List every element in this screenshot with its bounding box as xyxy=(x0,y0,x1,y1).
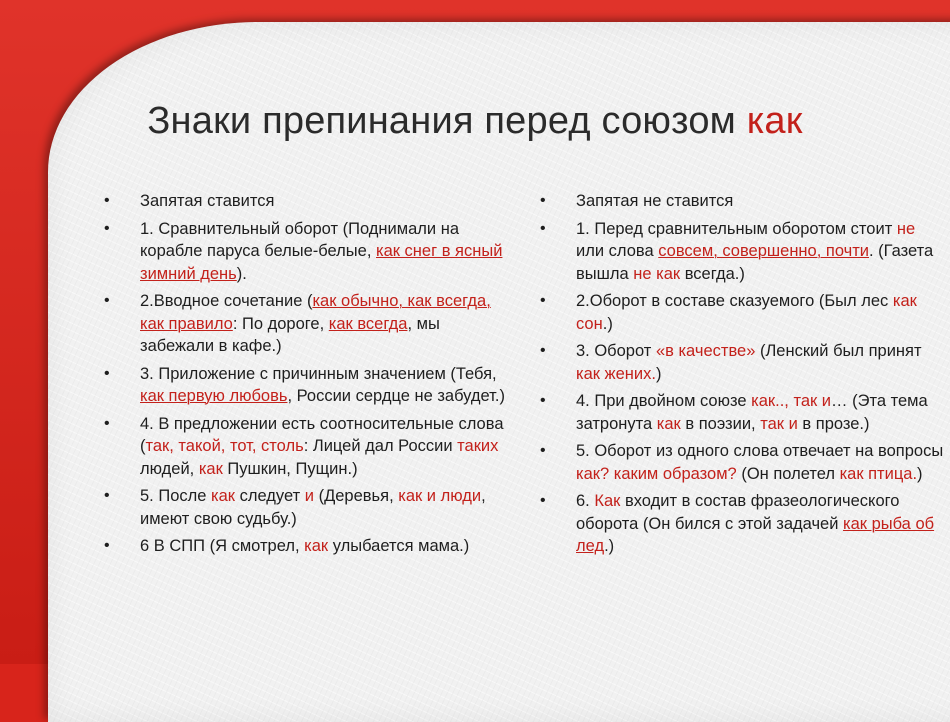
bullet-icon: • xyxy=(104,487,110,504)
bullet-icon: • xyxy=(540,392,546,409)
highlight: так, такой, тот, столь xyxy=(145,437,304,455)
bullet-icon: • xyxy=(540,219,546,237)
title-text: Знаки препинания перед союзом xyxy=(147,100,747,142)
highlight: Как xyxy=(594,492,621,510)
list-item: • 1. Сравнительный оборот (Поднимали на корабле паруса белые-белые, как снег в ясный зимний день). xyxy=(104,219,503,283)
list-item: • 2.Оборот в составе сказуемого (Был лес как сон.) xyxy=(540,292,917,333)
list-item-header xyxy=(100,190,510,213)
title-accent: как xyxy=(746,100,803,142)
list-item: • 6 В СПП (Я смотрел, как улыбается мама.) xyxy=(100,535,510,558)
list-item: • 5. После как следует и (Деревья, как и люди, имеют свою судьбу.) xyxy=(104,487,486,528)
highlight: и xyxy=(304,487,314,505)
highlight: таких xyxy=(457,437,499,455)
highlight: как рыба об лед xyxy=(576,514,935,555)
bullet-icon: • xyxy=(540,192,546,209)
highlight: как птица. xyxy=(839,464,918,483)
bullet-icon: • xyxy=(104,192,110,209)
highlight: как сон xyxy=(576,292,917,333)
highlight: как xyxy=(198,459,223,478)
bullet-icon: • xyxy=(540,492,546,509)
highlight: как xyxy=(656,414,681,433)
highlight: так xyxy=(760,414,785,433)
highlight: как xyxy=(211,487,236,505)
bullet-icon: • xyxy=(540,342,546,359)
highlight: как снег в ясный зимний день xyxy=(140,242,503,283)
list-item: • 4. В предложении есть соотносительные слова (так, такой, тот, столь: Лицей дал России таких людей, как Пушкин, Пущин.) xyxy=(104,414,504,478)
highlight: как и люди xyxy=(398,487,482,505)
page-title xyxy=(0,100,950,143)
column-header: Запятая не ставится xyxy=(576,192,734,210)
column-header: Запятая ставится xyxy=(140,192,275,210)
bullet-icon: • xyxy=(540,442,546,459)
bullet-icon: • xyxy=(104,292,110,309)
list-item-header xyxy=(536,190,946,213)
bullet-icon: • xyxy=(104,537,110,554)
list-item: • 3. Приложение с причинным значением (Тебя, как первую любовь, России сердце не забудет.) xyxy=(104,364,505,405)
highlight: совсем, совершенно, почти xyxy=(658,242,870,260)
highlight: не как xyxy=(633,264,681,283)
highlight: и xyxy=(788,414,798,433)
list-item: • 3. Оборот «в качестве» (Ленский был принят как жених.) xyxy=(540,342,922,383)
highlight: не xyxy=(896,219,916,238)
bullet-icon: • xyxy=(540,292,546,309)
list-item: • 6. Как входит в состав фразеологического оборота (Он бился с этой задачей как рыба об лед.) xyxy=(540,492,935,555)
highlight: как? каким образом? xyxy=(576,464,737,483)
highlight: как.., так и xyxy=(751,392,832,410)
bullet-icon: • xyxy=(104,414,110,432)
bullet-icon: • xyxy=(104,364,110,382)
list-item: • 5. Оборот из одного слова отвечает на вопросы как? каким образом? (Он полетел как птица.) xyxy=(540,442,944,483)
highlight: как всегда xyxy=(328,314,408,333)
highlight: как первую любовь xyxy=(140,387,288,405)
column-comma-placed xyxy=(100,190,510,563)
list-item: • 1. Перед сравнительным оборотом стоит не или слова совсем, совершенно, почти. (Газета вышла не как всегда.) xyxy=(540,219,934,283)
highlight: как обычно, как всегда, как правило xyxy=(140,292,491,333)
column-comma-not-placed xyxy=(536,190,946,563)
highlight: как xyxy=(304,537,329,555)
list-item: • 4. При двойном союзе как.., так и… (Эта тема затронута как в поэзии, так и в прозе.) xyxy=(540,392,928,433)
highlight: как жених. xyxy=(576,364,656,383)
list-item: • 2.Вводное сочетание (как обычно, как всегда, как правило: По дороге, как всегда, мы забежали в кафе.) xyxy=(104,292,491,355)
highlight: «в качестве» xyxy=(655,342,756,360)
bullet-icon: • xyxy=(104,219,110,237)
